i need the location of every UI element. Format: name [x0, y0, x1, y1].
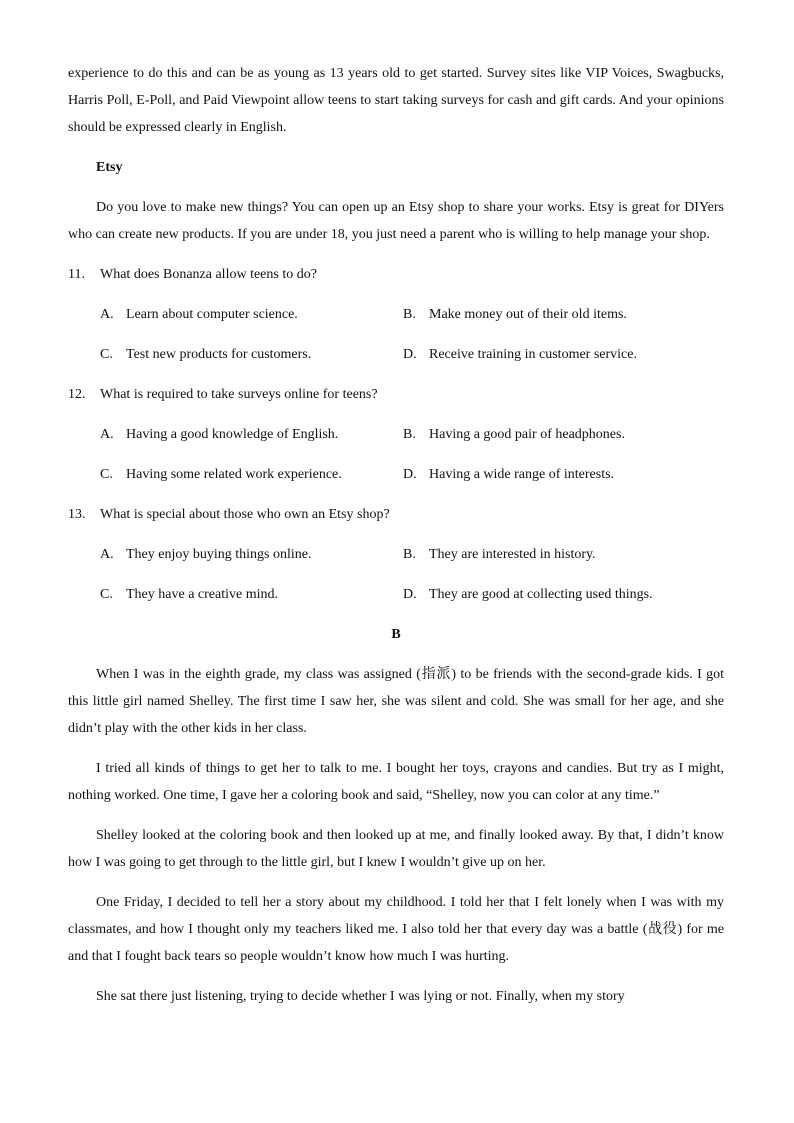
question-text: What is required to take surveys online for teens? [100, 387, 378, 402]
question-12 [68, 381, 724, 408]
option-b: B. Make money out of their old items. [403, 307, 627, 322]
passage-b-paragraph-4: One Friday, I decided to tell her a story about my childhood. I told her that I felt lonely when I was with my classmates, and how I thought only my teachers liked me. I also told her that every day was a battle (战役) for me and that I fought back tears so people wouldn’t know how much I was hurting. [68, 895, 724, 964]
option-a: A. Learn about computer science. [100, 307, 298, 322]
question-13-options [68, 541, 724, 608]
passage-b-paragraph-3: Shelley looked at the coloring book and then looked up at me, and finally looked away. By that, I didn’t know how I was going to get through to the little girl, but I knew I wouldn’t give up on her. [68, 828, 724, 870]
question-11-options [68, 301, 724, 368]
option-c: C. Having some related work experience. [100, 467, 342, 482]
passage-b-label: B [391, 627, 401, 642]
option-c: C. They have a creative mind. [100, 587, 278, 602]
option-d: D. Having a wide range of interests. [403, 467, 615, 482]
passage-b-paragraph-5: She sat there just listening, trying to decide whether I was lying or not. Finally, when my story [96, 989, 625, 1004]
option-a: A. Having a good knowledge of English. [100, 427, 339, 442]
passage-b-paragraph-1: When I was in the eighth grade, my class was assigned (指派) to be friends with the second-grade kids. I got this little girl named Shelley. The first time I saw her, she was silent and cold. She was small for her age, and she didn’t play with the other kids in her class. [68, 667, 724, 736]
question-number: 13. [68, 507, 86, 522]
surveys-paragraph-end: experience to do this and can be as young as 13 years old to get started. Survey sites like VIP Voices, Swagbucks, Harris Poll, E-Poll, and Paid Viewpoint allow teens to start taking surveys for cash and gift cards. And your opinions should be expressed clearly in English. [68, 66, 724, 135]
option-d: D. They are good at collecting used things. [403, 587, 653, 602]
question-12-options [68, 421, 724, 488]
option-d: D. Receive training in customer service. [403, 347, 637, 362]
question-number: 12. [68, 387, 86, 402]
question-text: What is special about those who own an Etsy shop? [100, 507, 390, 522]
passage-b-paragraph-2: I tried all kinds of things to get her to talk to me. I bought her toys, crayons and candies. But try as I might, nothing worked. One time, I gave her a coloring book and said, “Shelley, now you can color at any time.” [68, 761, 724, 803]
option-c: C. Test new products for customers. [100, 347, 312, 362]
option-b: B. Having a good pair of headphones. [403, 427, 625, 442]
question-11 [68, 261, 724, 288]
option-b: B. They are interested in history. [403, 547, 596, 562]
etsy-heading: Etsy [96, 160, 123, 175]
question-13 [68, 501, 724, 528]
question-text: What does Bonanza allow teens to do? [100, 267, 317, 282]
option-a: A. They enjoy buying things online. [100, 547, 312, 562]
etsy-paragraph: Do you love to make new things? You can open up an Etsy shop to share your works. Etsy is great for DIYers who can create new products. If you are under 18, you just need a parent who is willing to help manage your shop. [68, 200, 724, 242]
question-number: 11. [68, 267, 85, 282]
page-content [68, 60, 724, 1023]
